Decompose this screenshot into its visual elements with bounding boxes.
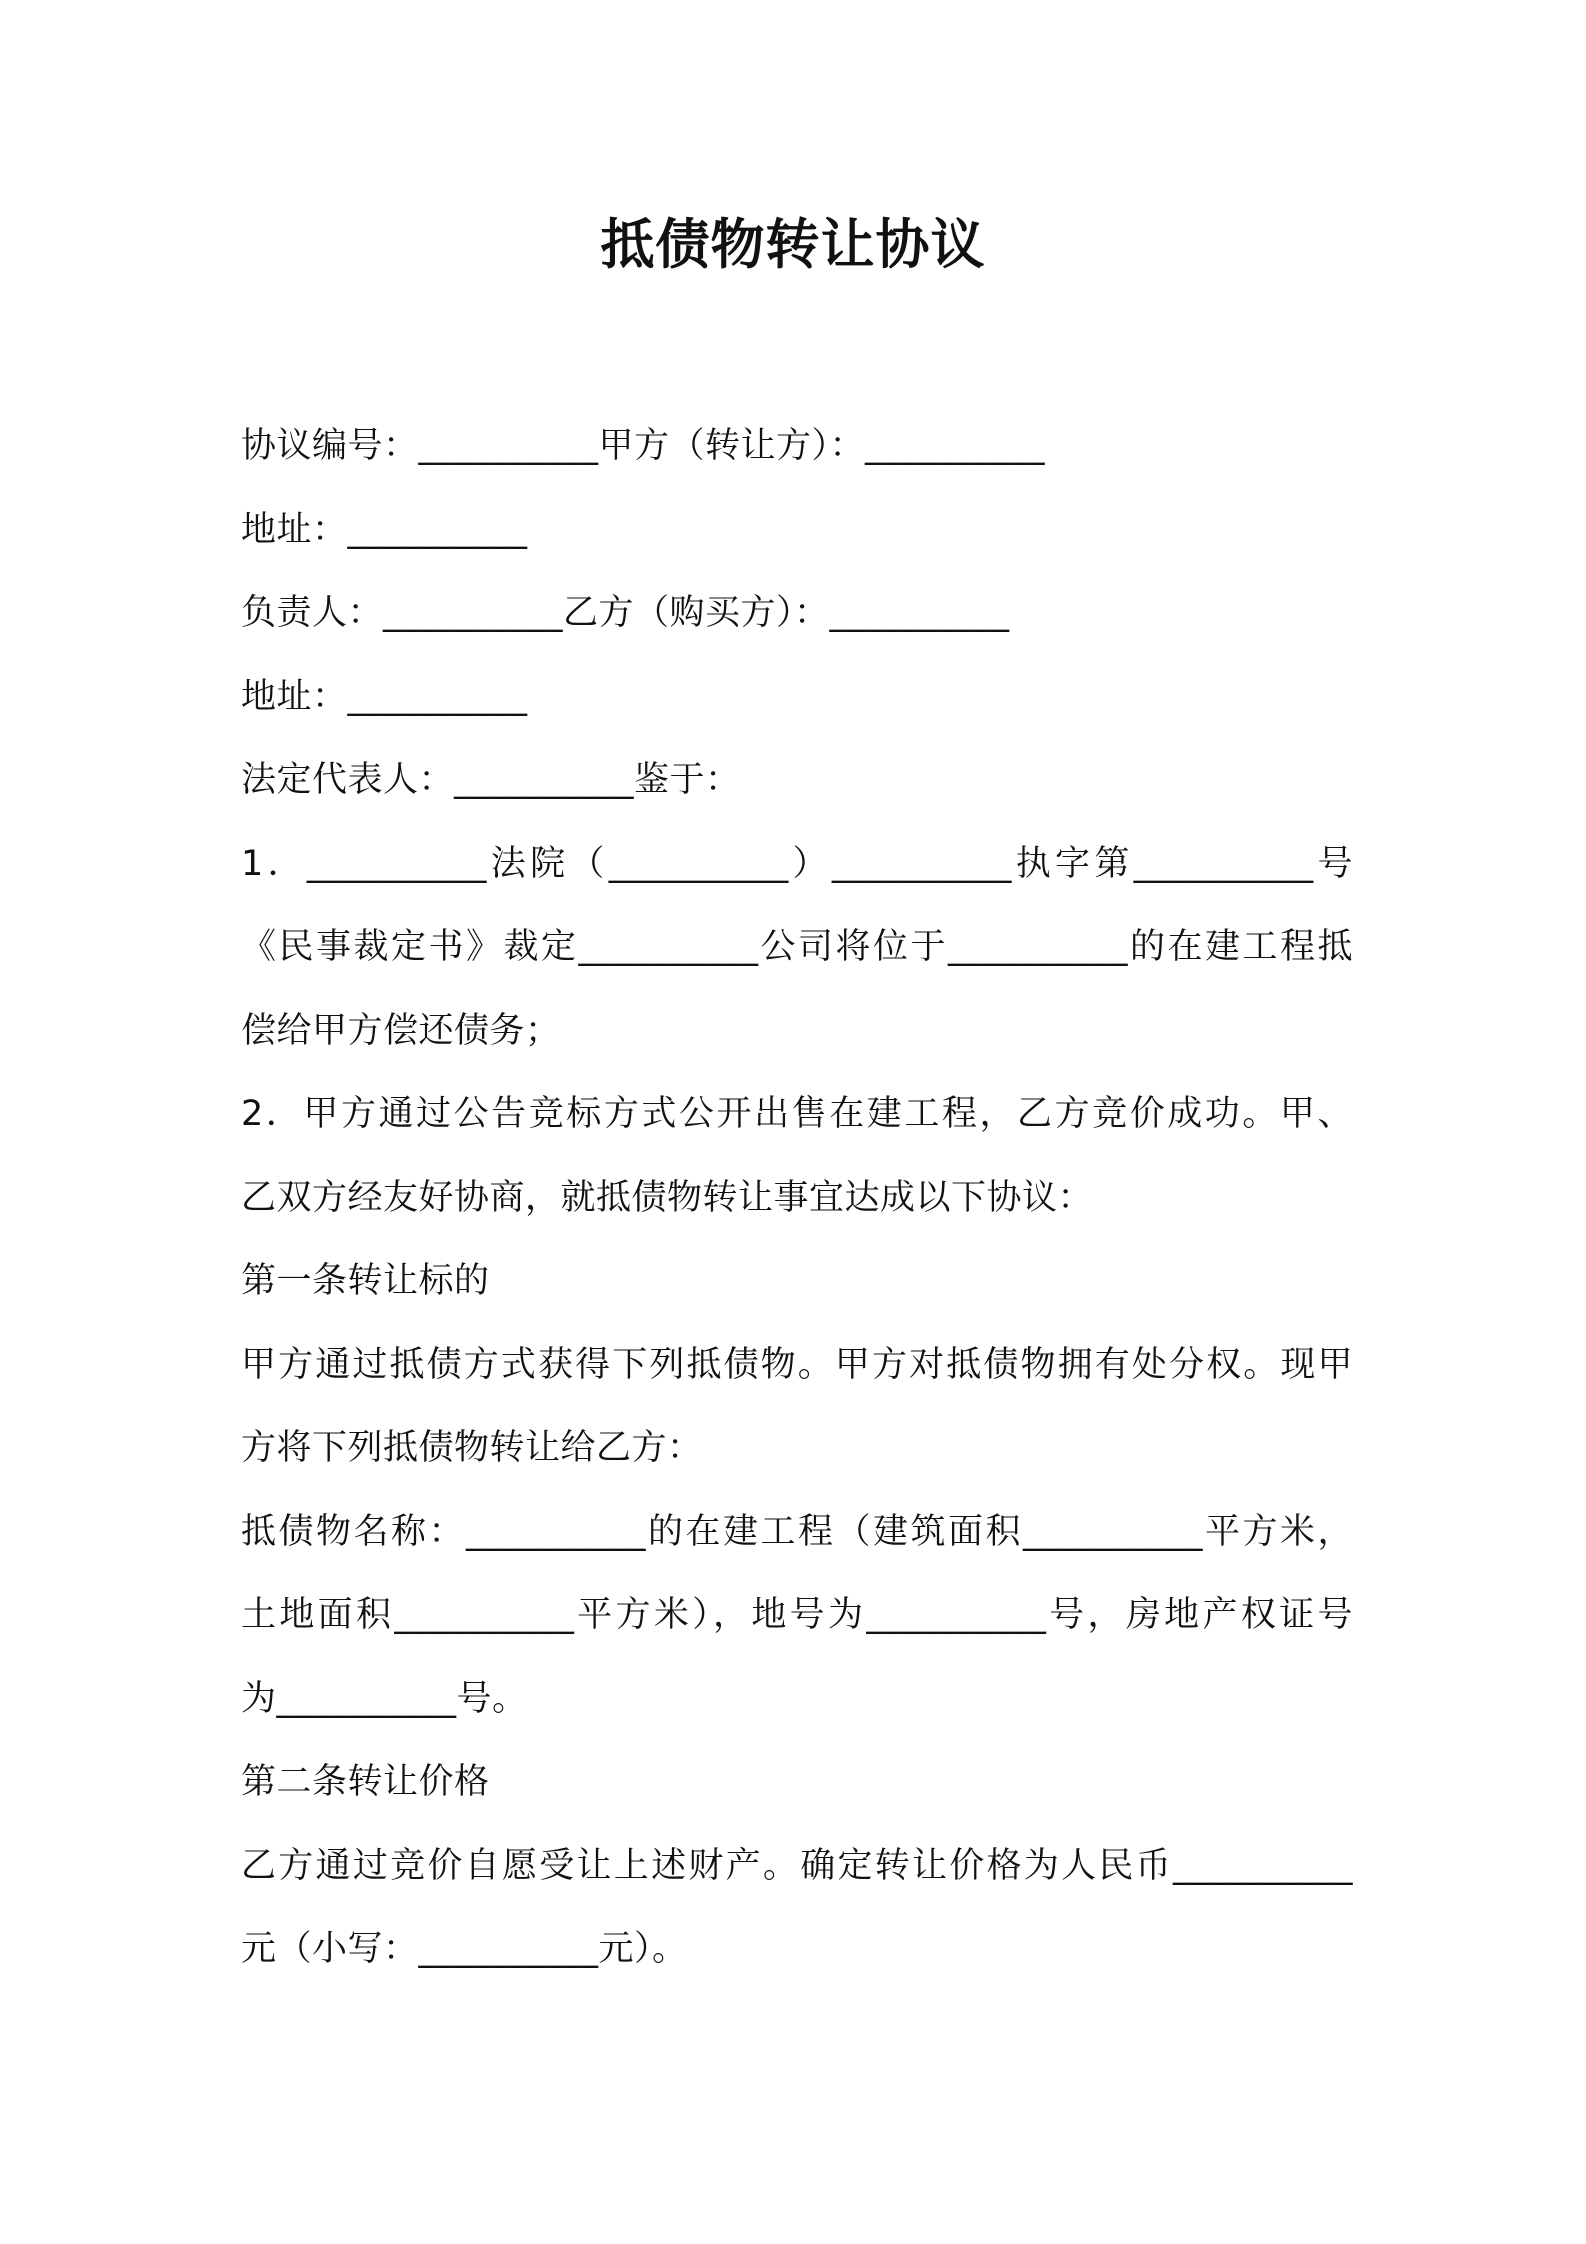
article-2-paragraph-line-1: 乙方通过竞价自愿受让上述财产。确定转让价格为人民币__________ [241,1845,1353,1886]
responsible-person-line: 负责人：__________乙方（购买方）：__________ [241,593,1010,633]
article-2-heading: 第二条转让价格 [241,1762,490,1802]
party-a-address-line: 地址：__________ [241,509,528,550]
document-title: 抵债物转让协议 [600,213,986,276]
article-2-paragraph-line-2: 元（小写：__________元）。 [241,1929,688,1969]
party-b-address-line: 地址：__________ [241,676,528,717]
recital-1-line-2: 《民事裁定书》裁定__________公司将位于__________的在建工程抵 [241,927,1353,967]
collateral-name-line-2: 土地面积__________平方米），地号为__________号，房地产权证号 [241,1595,1353,1635]
agreement-number-line: 协议编号：__________甲方（转让方）：__________ [241,426,1046,466]
recital-1-line-1: 1．__________法院（__________）__________执字第__________号 [241,843,1353,884]
article-1-paragraph-line-1: 甲方通过抵债方式获得下列抵债物。甲方对抵债物拥有处分权。现甲 [241,1344,1353,1385]
recital-2-line-1: 2．甲方通过公告竞标方式公开出售在建工程，乙方竞价成功。甲、 [241,1094,1353,1134]
collateral-name-line-1: 抵债物名称：__________的在建工程（建筑面积__________平方米， [241,1511,1353,1552]
article-1-heading: 第一条转让标的 [241,1261,490,1301]
legal-representative-line: 法定代表人：__________鉴于： [241,760,741,800]
collateral-name-line-3: 为__________号。 [241,1678,528,1719]
article-1-paragraph-line-2: 方将下列抵债物转让给乙方： [241,1428,703,1468]
document-body [241,405,1353,1992]
recital-1-line-3: 偿给甲方偿还债务； [241,1010,561,1051]
recital-2-line-2: 乙双方经友好协商，就抵债物转让事宜达成以下协议： [241,1177,1094,1218]
